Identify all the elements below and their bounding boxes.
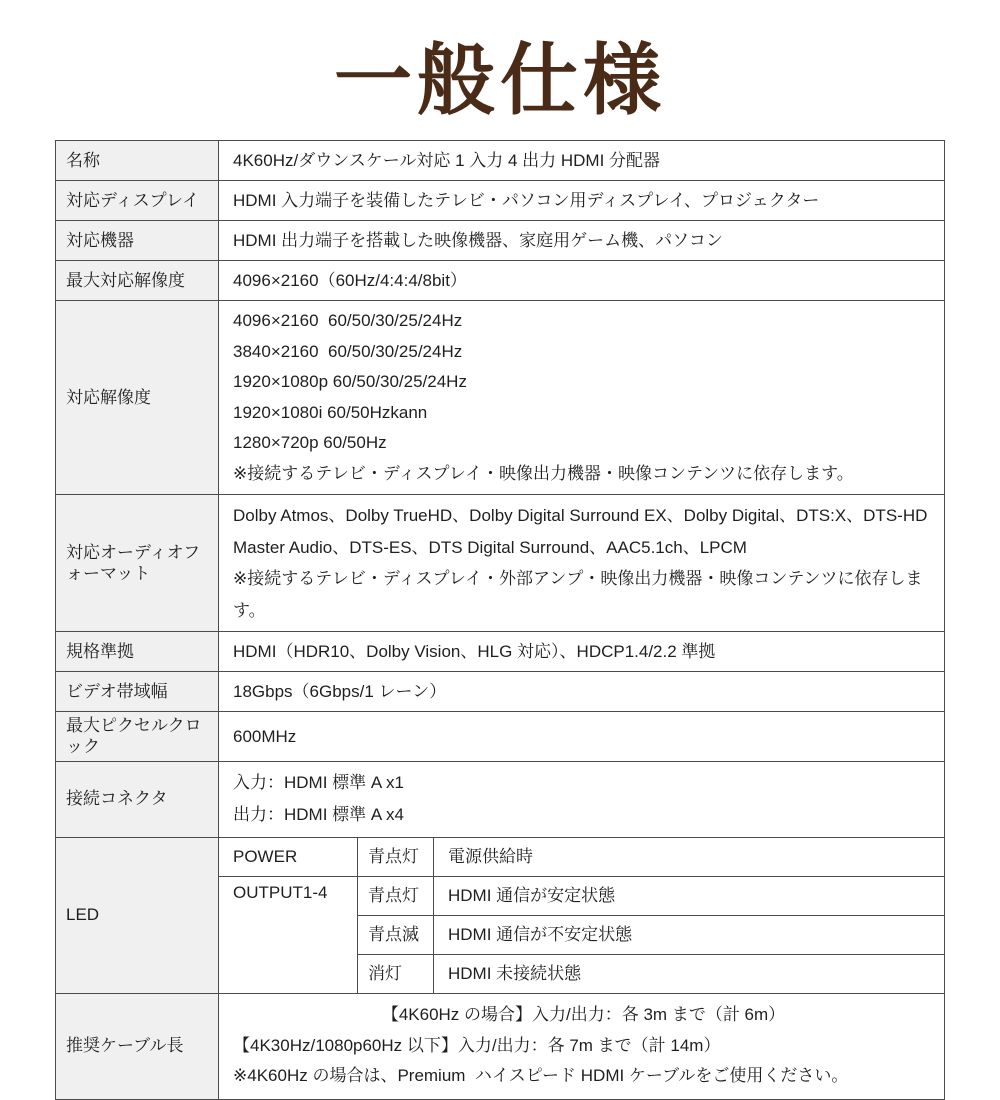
led-state: 消灯 [358, 954, 434, 993]
spec-label-max-resolution: 最大対応解像度 [56, 261, 219, 301]
spec-value-standards: HDMI（HDR10、Dolby Vision、HLG 対応）、HDCP1.4/2.2 準拠 [219, 632, 945, 672]
spec-value-display: HDMI 入力端子を装備したテレビ・パソコン用ディスプレイ、プロジェクター [219, 181, 945, 221]
resolution-line: 3840×2160 60/50/30/25/24Hz [233, 341, 463, 361]
connector-output: 出力：HDMI 標準 A x4 [233, 805, 404, 824]
led-desc: HDMI 未接続状態 [434, 954, 945, 993]
spec-value-devices: HDMI 出力端子を搭載した映像機器、家庭用ゲーム機、パソコン [219, 221, 945, 261]
spec-label-cable: 推奨ケーブル長 [56, 993, 219, 1099]
spec-label-bandwidth: ビデオ帯域幅 [56, 672, 219, 712]
spec-row-cable [56, 993, 945, 1099]
spec-value-audio [219, 495, 945, 632]
resolution-line: 1280×720p 60/50Hz [233, 433, 387, 452]
spec-value-connectors [219, 761, 945, 837]
spec-value-max-resolution: 4096×2160（60Hz/4:4:4/8bit） [219, 261, 945, 301]
spec-label-resolutions: 対応解像度 [56, 301, 219, 495]
spec-row-connectors [56, 761, 945, 837]
spec-row-pixel-clock [56, 712, 945, 762]
spec-label-audio: 対応オーディオフォーマット [56, 495, 219, 632]
spec-value-resolutions [219, 301, 945, 495]
led-desc: HDMI 通信が安定状態 [434, 876, 945, 915]
resolution-line: 1920×1080i 60/50Hzkann [233, 402, 428, 422]
cable-note: ※4K60Hz の場合は、Premium ハイスピード HDMI ケーブルをご使用ください。 [233, 1066, 849, 1086]
page-title: 一般仕様 [333, 36, 666, 124]
spec-row-led-power [56, 837, 945, 876]
spec-table [55, 140, 945, 1100]
spec-label-display: 対応ディスプレイ [56, 181, 219, 221]
led-name-power: POWER [219, 837, 358, 876]
resolution-line: 1920×1080p 60/50/30/25/24Hz [233, 372, 467, 391]
spec-label-led: LED [56, 837, 219, 993]
spec-row-display [56, 181, 945, 221]
connector-input: 入力：HDMI 標準 A x1 [233, 773, 404, 792]
spec-value-name: 4K60Hz/ダウンスケール対応 1 入力 4 出力 HDMI 分配器 [219, 141, 945, 181]
resolution-note: ※接続するテレビ・ディスプレイ・映像出力機器・映像コンテンツに依存します。 [233, 463, 854, 483]
spec-row-audio [56, 495, 945, 632]
spec-label-pixel-clock: 最大ピクセルクロック [56, 712, 219, 762]
resolution-line: 4096×2160 60/50/30/25/24Hz [233, 311, 463, 330]
spec-value-cable [219, 993, 945, 1099]
led-state: 青点灯 [358, 837, 434, 876]
led-desc: HDMI 通信が不安定状態 [434, 915, 945, 954]
led-desc: 電源供給時 [434, 837, 945, 876]
spec-row-name [56, 141, 945, 181]
spec-row-max-resolution [56, 261, 945, 301]
spec-row-devices [56, 221, 945, 261]
spec-value-bandwidth: 18Gbps（6Gbps/1 レーン） [219, 672, 945, 712]
spec-row-standards [56, 632, 945, 672]
led-state: 青点滅 [358, 915, 434, 954]
spec-row-resolutions [56, 301, 945, 495]
audio-formats: Dolby Atmos、Dolby TrueHD、Dolby Digital Surround EX、Dolby Digital、DTS:X、DTS-HD Master Audio、DTS-ES、DTS Digital Surround、AAC5.1ch、LPCM [233, 506, 928, 557]
spec-label-devices: 対応機器 [56, 221, 219, 261]
spec-row-bandwidth [56, 672, 945, 712]
led-name-output: OUTPUT1-4 [219, 876, 358, 993]
audio-note: ※接続するテレビ・ディスプレイ・外部アンプ・映像出力機器・映像コンテンツに依存します。 [233, 569, 923, 620]
spec-label-standards: 規格準拠 [56, 632, 219, 672]
led-state: 青点灯 [358, 876, 434, 915]
spec-label-connectors: 接続コネクタ [56, 761, 219, 837]
cable-4k60: 【4K60Hz の場合】入力/出力：各 3m まで（計 6m） [381, 1005, 786, 1025]
spec-value-pixel-clock: 600MHz [219, 712, 945, 762]
cable-4k30: 【4K30Hz/1080p60Hz 以下】入力/出力：各 7m まで（計 14m） [233, 1035, 721, 1055]
spec-label-name: 名称 [56, 141, 219, 181]
